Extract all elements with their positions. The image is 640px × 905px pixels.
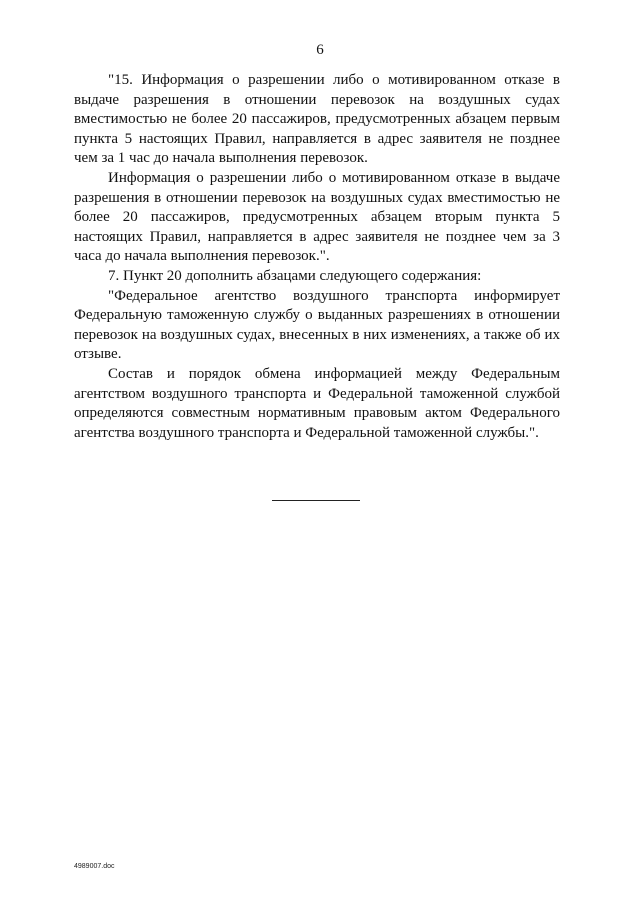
paragraph-item-7-intro: 7. Пункт 20 дополнить абзацами следующего содержания: [108, 267, 482, 284]
paragraph-item-15-part-2: Информация о разрешении либо о мотивированном отказе в выдаче разрешения в отношении перевозок на воздушных судах вместимостью не более 20 пассажиров, предусмотренных абзацем вторым пункта 5 настоящих Правил, направляется в адрес заявителя не позднее чем за 3 часа до начала выполнения перевозок.". [74, 169, 560, 265]
document-code: 4989007.doc [74, 863, 115, 870]
paragraph-item-15-part-1: "15. Информация о разрешении либо о мотивированном отказе в выдаче разрешения в отношении перевозок на воздушных судах вместимостью не более 20 пассажиров, предусмотренных абзацем первым пункта 5 настоящих Правил, направляется в адрес заявителя не позднее чем за 1 час до начала выполнения перевозок. [74, 72, 560, 167]
document-body [74, 71, 560, 443]
end-of-text-divider [272, 500, 360, 501]
paragraph-item-20-addition-2: Состав и порядок обмена информацией между Федеральным агентством воздушного транспорта и Федеральной таможенной службой определяются совместным нормативным правовым актом Федерального агентства воздушного транспорта и Федеральной таможенной службы.". [74, 365, 560, 441]
paragraph-item-20-addition-1: "Федеральное агентство воздушного транспорта информирует Федеральную таможенную службу о выданных разрешениях в отношении перевозок на воздушных судах, внесенных в них изменениях, а также об их отзыве. [74, 287, 560, 363]
page-number: 6 [316, 42, 324, 58]
